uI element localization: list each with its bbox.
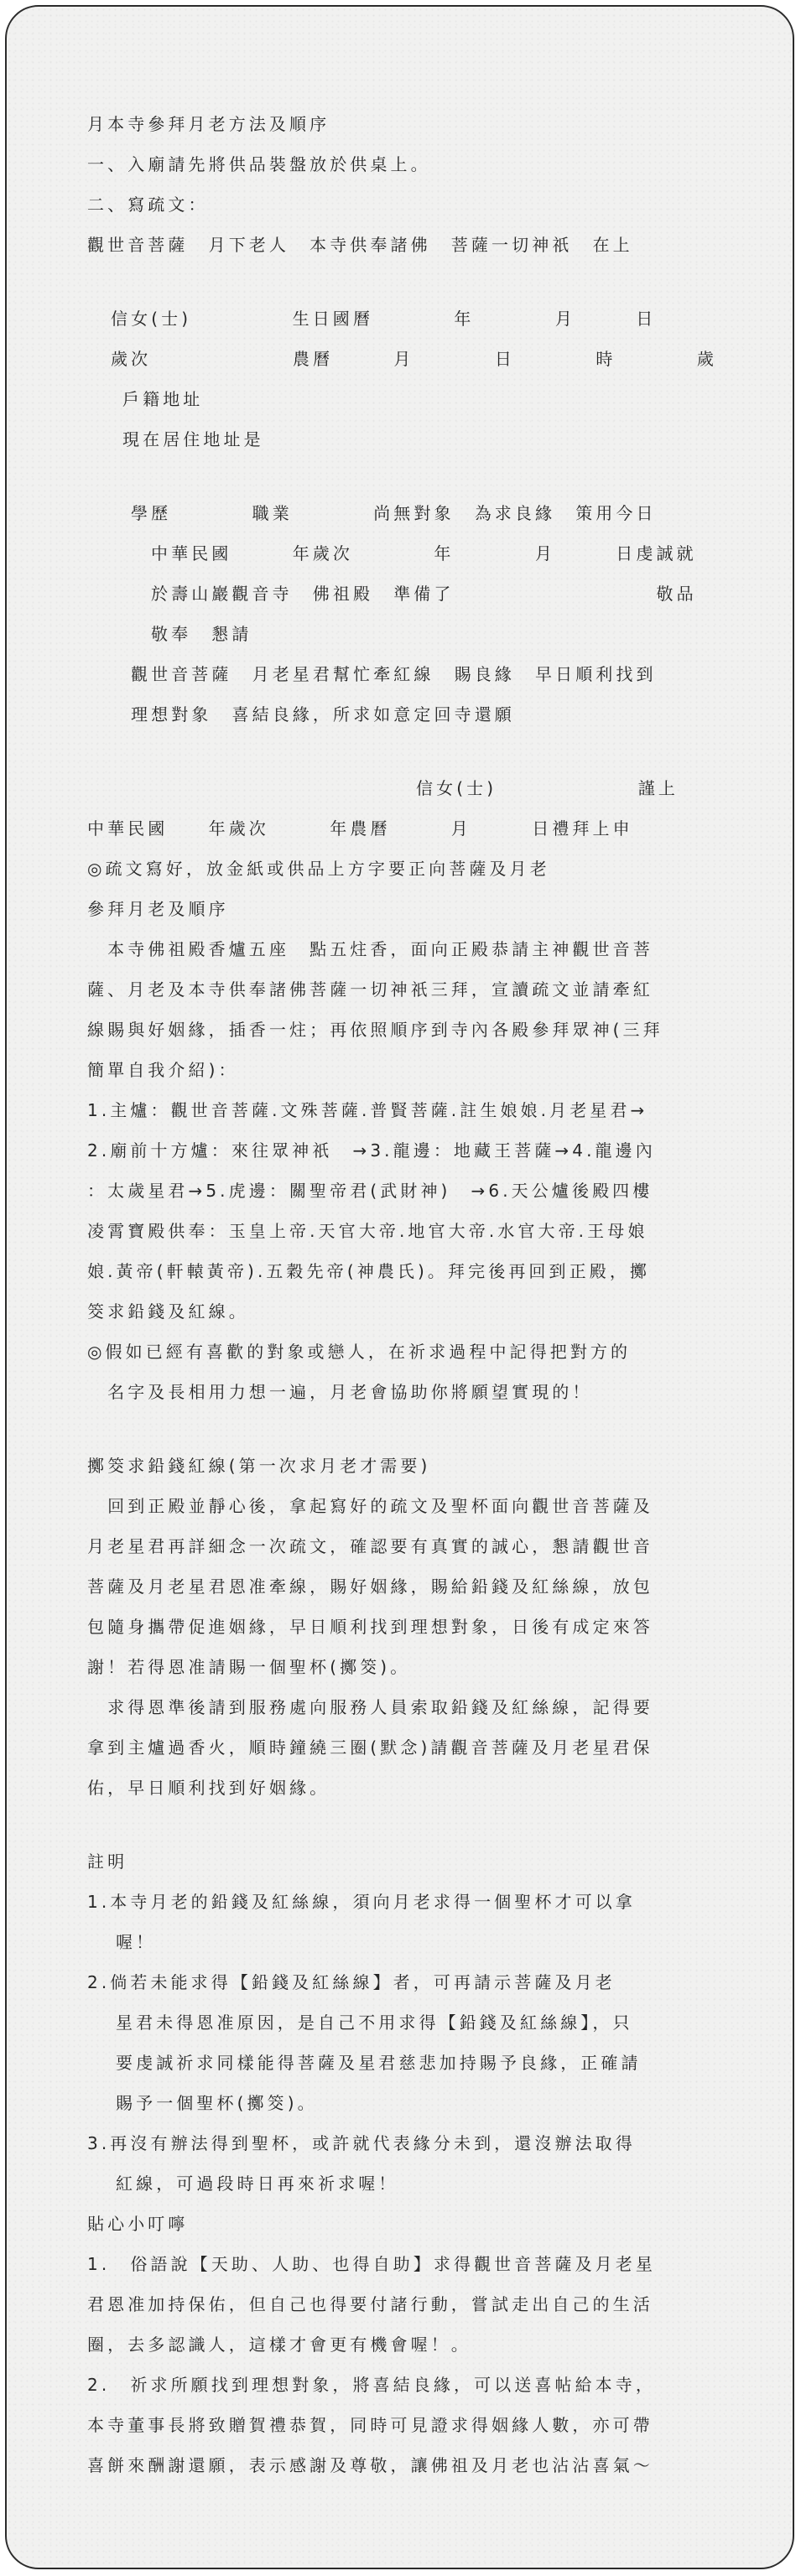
section-heading: 貼心小叮嚀 bbox=[87, 2214, 189, 2234]
tip-line: 君恩准加持保佑，但自己也得要付諸行動，嘗試走出自己的生活 bbox=[87, 2294, 653, 2314]
form-line: 觀世音菩薩 月老星君幫忙牽紅線 賜良緣 早日順利找到 bbox=[131, 664, 657, 684]
doc-line: 簡單自我介紹)： bbox=[87, 1060, 239, 1080]
section-heading: 擲筊求鉛錢紅線(第一次求月老才需要) bbox=[87, 1456, 431, 1476]
form-line: 現在居住地址是 bbox=[122, 429, 264, 449]
doc-line: 回到正殿並靜心後，拿起寫好的疏文及聖杯面向觀世音菩薩及 bbox=[87, 1496, 653, 1516]
form-line: 中華民國 年歲次 年 月 日虔誠就 bbox=[151, 543, 697, 564]
tip-line: 1. 俗語說【天助、人助、也得自助】求得觀世音菩薩及月老星 bbox=[87, 2254, 656, 2274]
doc-line: 包隨身攜帶促進姻緣，早日順利找到理想對象，日後有成定來答 bbox=[87, 1617, 653, 1637]
doc-line: ：太歲星君→5.虎邊：關聖帝君(武財神) →6.天公爐後殿四樓 bbox=[87, 1181, 653, 1201]
doc-line: 一、入廟請先將供品裝盤放於供桌上。 bbox=[87, 154, 431, 174]
doc-line: 佑，早日順利找到好姻緣。 bbox=[87, 1778, 330, 1798]
note-line: 紅線，可過段時日再來祈求喔！ bbox=[116, 2174, 399, 2194]
note-line: 喔！ bbox=[116, 1932, 157, 1952]
tip-line: 2. 祈求所願找到理想對象，將喜結良緣，可以送喜帖給本寺， bbox=[87, 2375, 656, 2395]
doc-line: 2.廟前十方爐：來往眾神祇 →3.龍邊：地藏王菩薩→4.龍邊內 bbox=[87, 1140, 656, 1161]
doc-line: 求得恩準後請到服務處向服務人員索取鉛錢及紅絲線，記得要 bbox=[87, 1697, 653, 1717]
note-line: 要虔誠祈求同樣能得菩薩及星君慈悲加持賜予良緣，正確請 bbox=[116, 2053, 642, 2073]
section-heading: 參拜月老及順序 bbox=[87, 899, 229, 919]
doc-line: 線賜與好姻緣，插香一炷；再依照順序到寺內各殿參拜眾神(三拜 bbox=[87, 1020, 663, 1040]
note-line: 星君未得恩准原因，是自己不用求得【鉛錢及紅絲線】，只 bbox=[116, 2012, 633, 2033]
doc-line: 觀世音菩薩 月下老人 本寺供奉諸佛 菩薩一切神祇 在上 bbox=[87, 235, 633, 255]
tip-line: 圈，去多認識人，這樣才會更有機會喔！。 bbox=[87, 2334, 471, 2355]
doc-line: 名字及長相用力想一遍，月老會協助你將願望實現的！ bbox=[87, 1382, 593, 1402]
doc-title: 月本寺參拜月老方法及順序 bbox=[87, 114, 330, 134]
form-line: 學歷 職業 尚無對象 為求良緣 策用今日 bbox=[131, 503, 657, 523]
doc-line: 二、寫疏文： bbox=[87, 195, 209, 215]
form-line: 信女(士) 生日國曆 年 月 日 bbox=[111, 309, 657, 329]
form-line: 理想對象 喜結良緣，所求如意定回寺還願 bbox=[131, 704, 515, 724]
doc-line: 薩、月老及本寺供奉諸佛菩薩一切神祇三拜，宣讀疏文並請牽紅 bbox=[87, 979, 653, 1000]
note-line: 賜予一個聖杯(擲筊)。 bbox=[116, 2093, 318, 2113]
note-line: 3.再沒有辦法得到聖杯，或許就代表緣分未到，還沒辦法取得 bbox=[87, 2133, 636, 2153]
doc-line: 本寺佛祖殿香爐五座 點五炷香，面向正殿恭請主神觀世音菩 bbox=[87, 939, 653, 959]
form-line: 歲次 農曆 月 日 時 歲 bbox=[111, 349, 717, 369]
doc-line: 1.主爐：觀世音菩薩.文殊菩薩.普賢菩薩.註生娘娘.月老星君→ bbox=[87, 1100, 648, 1120]
doc-line: 月老星君再詳細念一次疏文，確認要有真實的誠心，懇請觀世音 bbox=[87, 1536, 653, 1556]
doc-line: 謝！若得恩准請賜一個聖杯(擲筊)。 bbox=[87, 1657, 411, 1677]
doc-line: 凌霄寶殿供奉：玉皇上帝.天官大帝.地官大帝.水官大帝.王母娘 bbox=[87, 1221, 648, 1241]
form-line: 於壽山巖觀音寺 佛祖殿 準備了 敬品 bbox=[151, 584, 697, 604]
doc-line: ◎假如已經有喜歡的對象或戀人，在祈求過程中記得把對方的 bbox=[87, 1342, 632, 1362]
section-heading: 註明 bbox=[87, 1852, 128, 1872]
form-line: 戶籍地址 bbox=[122, 389, 204, 409]
form-line: 敬奉 懇請 bbox=[151, 624, 252, 644]
note-line: 2.倘若未能求得【鉛錢及紅絲線】者，可再請示菩薩及月老 bbox=[87, 1972, 616, 1992]
date-line: 中華民國 年歲次 年農曆 月 日禮拜上申 bbox=[87, 818, 633, 839]
note-line: 1.本寺月老的鉛錢及紅絲線，須向月老求得一個聖杯才可以拿 bbox=[87, 1892, 636, 1912]
doc-line: ◎疏文寫好，放金紙或供品上方字要正向菩薩及月老 bbox=[87, 859, 550, 879]
tip-line: 本寺董事長將致贈賀禮恭賀，同時可見證求得姻緣人數，亦可帶 bbox=[87, 2415, 653, 2435]
doc-line: 筊求鉛錢及紅線。 bbox=[87, 1301, 249, 1322]
doc-line: 菩薩及月老星君恩准牽線，賜好姻緣，賜給鉛錢及紅絲線，放包 bbox=[87, 1576, 653, 1597]
document-card bbox=[5, 5, 794, 2569]
signature-line: 信女(士) 謹上 bbox=[416, 778, 679, 798]
doc-line: 娘.黃帝(軒轅黃帝).五穀先帝(神農氏)。拜完後再回到正殿，擲 bbox=[87, 1261, 651, 1281]
doc-line: 拿到主爐過香火，順時鐘繞三圈(默念)請觀音菩薩及月老星君保 bbox=[87, 1737, 653, 1758]
tip-line: 喜餅來酬謝還願，表示感謝及尊敬，讓佛祖及月老也沾沾喜氣～ bbox=[87, 2455, 653, 2475]
